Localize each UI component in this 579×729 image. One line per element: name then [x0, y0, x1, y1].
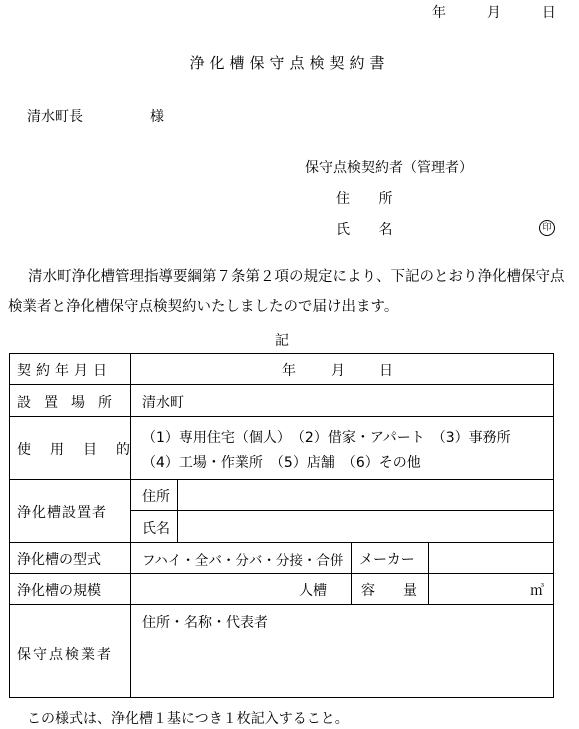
tank-type-label: 浄化槽の型式: [17, 552, 101, 568]
tank-type-options: フハイ・全バ・分バ・分接・合併: [142, 553, 344, 569]
purpose-options-line-1: （1）専用住宅（個人） （2）借家・アパート （3）事務所: [142, 430, 511, 446]
addressee-name: 清水町長: [27, 109, 83, 125]
tank-scale-label: 浄化槽の規模: [17, 583, 101, 599]
inspector-fields-label: 住所・名称・代表者: [142, 615, 268, 631]
installer-name-label: 氏名: [142, 521, 170, 537]
statement-paragraph: 清水町浄化槽管理指導要綱第７条第２項の規定により、下記のとおり浄化槽保守点検業者と浄化槽保守点検契約いたしましたので届け出ます。: [8, 269, 565, 315]
installer-label: 浄化槽設置者: [17, 505, 107, 521]
submission-date: [432, 2, 556, 22]
row-divider: [9, 604, 554, 605]
addressee-honorific: 様: [150, 109, 164, 125]
type-maker-divider: [351, 542, 352, 604]
date-month-label: 月: [486, 5, 501, 21]
contract-year-label: 年: [282, 363, 296, 379]
maker-label: メーカー: [359, 552, 415, 568]
table-border-left: [9, 353, 10, 698]
date-year-label: 年: [432, 5, 446, 21]
contract-day-label: 日: [379, 363, 393, 379]
row-divider: [9, 573, 554, 574]
label-column-divider: [130, 353, 131, 698]
capacity-label: 容 量: [361, 583, 417, 599]
footer-note: この様式は、浄化槽１基につき１枚記入すること。: [27, 711, 349, 727]
persons-unit-label: 人槽: [299, 583, 327, 599]
inspector-label: 保守点検業者: [17, 647, 113, 663]
contract-date-label: 契約年月日: [17, 363, 112, 379]
cubic-meter-unit: ㎥: [530, 583, 544, 599]
ki-heading: 記: [275, 333, 289, 349]
seal-icon: 印: [539, 220, 555, 236]
contract-month-label: 月: [331, 363, 345, 379]
row-divider: [9, 384, 554, 385]
contractor-heading: 保守点検契約者（管理者）: [305, 160, 473, 176]
purpose-label: 使用目的: [17, 442, 149, 458]
installer-address-label: 住所: [142, 489, 170, 505]
contractor-name-label: 氏 名: [336, 222, 405, 238]
row-divider: [9, 479, 554, 480]
table-border-bottom: [9, 697, 554, 698]
installer-subcolumn-divider: [177, 479, 178, 542]
contractor-address-label: 住 所: [336, 191, 405, 207]
location-value: 清水町: [142, 395, 184, 411]
row-divider: [9, 542, 554, 543]
location-label: 設置場所: [17, 395, 125, 411]
maker-value-divider: [428, 542, 429, 604]
date-day-label: 日: [541, 5, 556, 21]
document-title: 浄化槽保守点検契約書: [189, 54, 390, 72]
table-border-top: [9, 353, 554, 354]
installer-inner-divider: [130, 510, 554, 511]
table-border-right: [553, 353, 554, 698]
row-divider: [9, 416, 554, 417]
purpose-options-line-2: （4）工場・作業所 （5）店舗 （6）その他: [142, 455, 421, 471]
registration-form-table: [9, 353, 554, 698]
addressee: [27, 106, 164, 126]
